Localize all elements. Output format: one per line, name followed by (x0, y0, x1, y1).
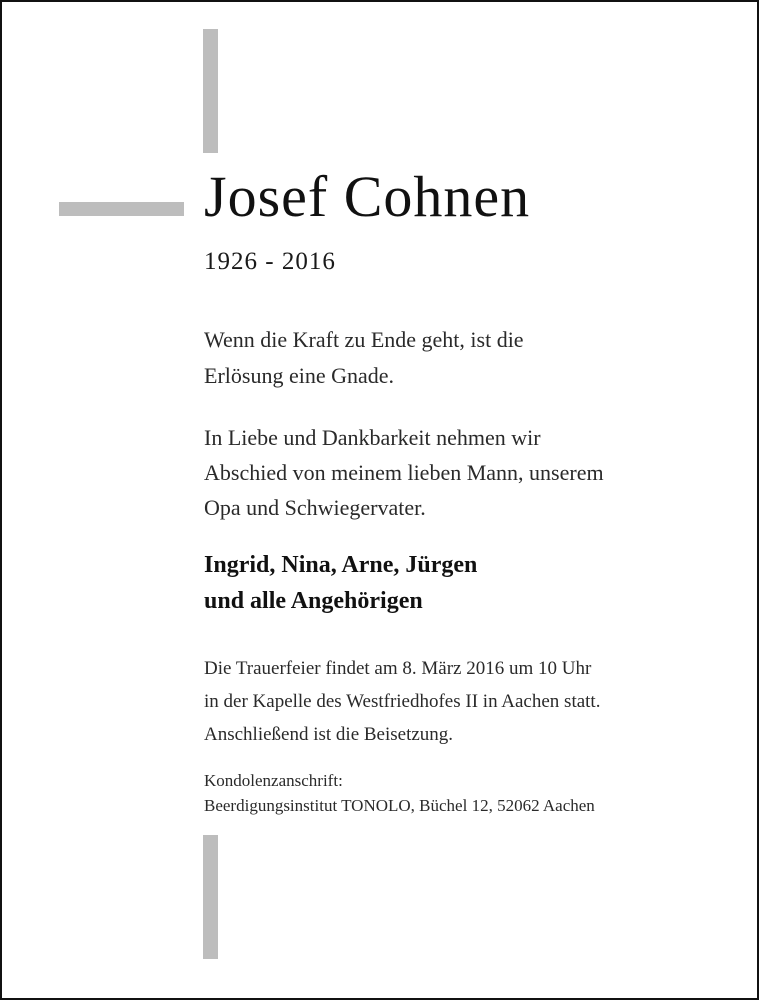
cross-bar-top (203, 29, 218, 153)
farewell-text (204, 420, 604, 525)
condolence-address (204, 768, 595, 818)
mourners-line: Ingrid, Nina, Arne, Jürgen (204, 552, 478, 578)
condolence-label: Kondolenzanschrift: (204, 771, 343, 790)
quote-block (204, 322, 524, 394)
condolence-address-line: Beerdigungsinstitut TONOLO, Büchel 12, 52062 Aachen (204, 796, 595, 815)
ceremony-line: Anschließend ist die Beisetzung. (204, 724, 454, 745)
mourners-names (204, 547, 477, 619)
cross-bar-left (59, 202, 184, 216)
quote-line: Erlösung eine Gnade. (204, 363, 394, 388)
ceremony-details (204, 652, 600, 751)
farewell-line: Abschied von meinem lieben Mann, unserem (204, 460, 604, 485)
mourners-line: und alle Angehörigen (204, 588, 423, 614)
deceased-name: Josef Cohnen (204, 164, 531, 229)
life-years: 1926 - 2016 (204, 248, 336, 275)
farewell-line: In Liebe und Dankbarkeit nehmen wir (204, 425, 541, 450)
ceremony-line: Die Trauerfeier findet am 8. März 2016 um 10 Uhr (204, 658, 592, 679)
ceremony-line: in der Kapelle des Westfriedhofes II in Aachen statt. (204, 691, 601, 712)
farewell-line: Opa und Schwiegervater. (204, 495, 426, 520)
quote-line: Wenn die Kraft zu Ende geht, ist die (204, 327, 524, 352)
cross-bar-bottom (203, 835, 218, 959)
